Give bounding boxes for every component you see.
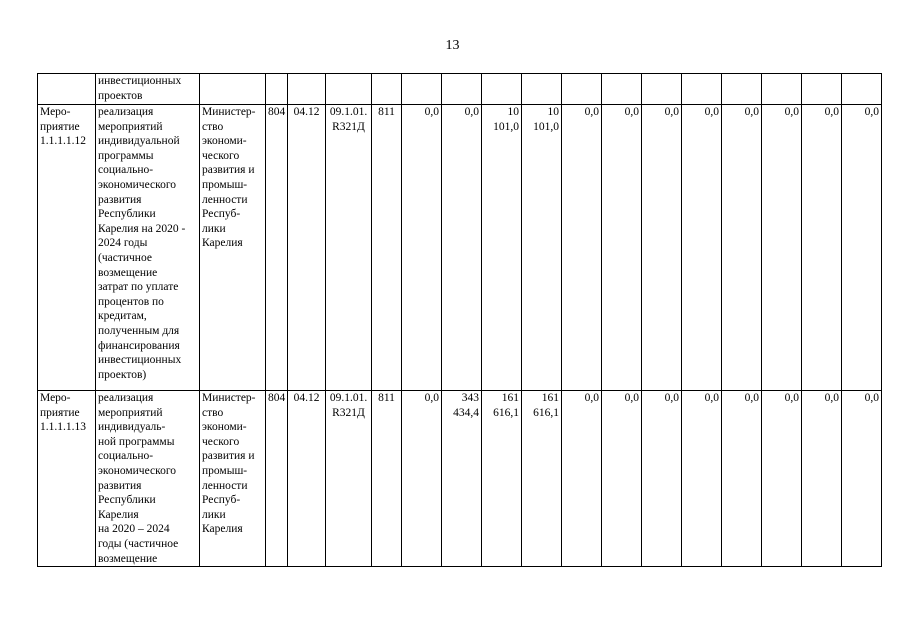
cell-value: 0,0 [722, 105, 762, 391]
cell-value: 0,0 [762, 391, 802, 567]
cell-value: 0,0 [562, 391, 602, 567]
cell-value: 0,0 [442, 105, 482, 391]
cell-vr: 811 [372, 391, 402, 567]
cell-value: 0,0 [682, 391, 722, 567]
cell-value: 10 101,0 [522, 105, 562, 391]
cell-value: 0,0 [842, 391, 882, 567]
cell-grbs: 804 [266, 105, 288, 391]
cell-value: 0,0 [722, 391, 762, 567]
cell-value: 0,0 [682, 105, 722, 391]
cell-value: 10 101,0 [482, 105, 522, 391]
table-body [38, 74, 882, 567]
cell-id: Меро- приятие 1.1.1.1.13 [38, 391, 96, 567]
cell-value: 0,0 [602, 391, 642, 567]
cell-value: 161 616,1 [522, 391, 562, 567]
budget-table [37, 73, 882, 567]
continuation-row [38, 74, 882, 105]
cell-description: реализация мероприятий индивидуальной программы социально- экономического развития Республики Карелия на 2020 - 2024 годы (частичное возмещение затрат по уплате процентов по кредитам, полученным для финансирования инвестиционных проектов) [96, 105, 200, 391]
cell-value: 0,0 [602, 105, 642, 391]
cell-value: 343 434,4 [442, 391, 482, 567]
cell-vr: 811 [372, 105, 402, 391]
cell-executor: Министер- ство экономи- ческого развития и промыш- ленности Респуб- лики Карелия [200, 391, 266, 567]
table-row [38, 391, 882, 567]
cell-value: 0,0 [642, 391, 682, 567]
cell-value: 0,0 [842, 105, 882, 391]
cell-value: 0,0 [642, 105, 682, 391]
cell-id: Меро- приятие 1.1.1.1.12 [38, 105, 96, 391]
cell-value: 0,0 [762, 105, 802, 391]
table-row [38, 105, 882, 391]
cell-rzpr: 04.12 [288, 391, 326, 567]
cell-id [38, 74, 96, 105]
cell-value: 0,0 [802, 391, 842, 567]
cell-value: 0,0 [402, 391, 442, 567]
cell-value: 0,0 [562, 105, 602, 391]
cell-rzpr: 04.12 [288, 105, 326, 391]
cell-value: 161 616,1 [482, 391, 522, 567]
cell-description: реализация мероприятий индивидуаль- ной программы социально- экономического развития Республики Карелия на 2020 – 2024 годы (частичное возмещение [96, 391, 200, 567]
cell-csr: 09.1.01. R321Д [326, 391, 372, 567]
cell-value: 0,0 [402, 105, 442, 391]
cell-value: 0,0 [802, 105, 842, 391]
cell-csr: 09.1.01. R321Д [326, 105, 372, 391]
cell-description: инвестиционных проектов [96, 74, 200, 105]
cell-executor: Министер- ство экономи- ческого развития и промыш- ленности Респуб- лики Карелия [200, 105, 266, 391]
page-number: 13 [445, 38, 460, 53]
cell-grbs: 804 [266, 391, 288, 567]
